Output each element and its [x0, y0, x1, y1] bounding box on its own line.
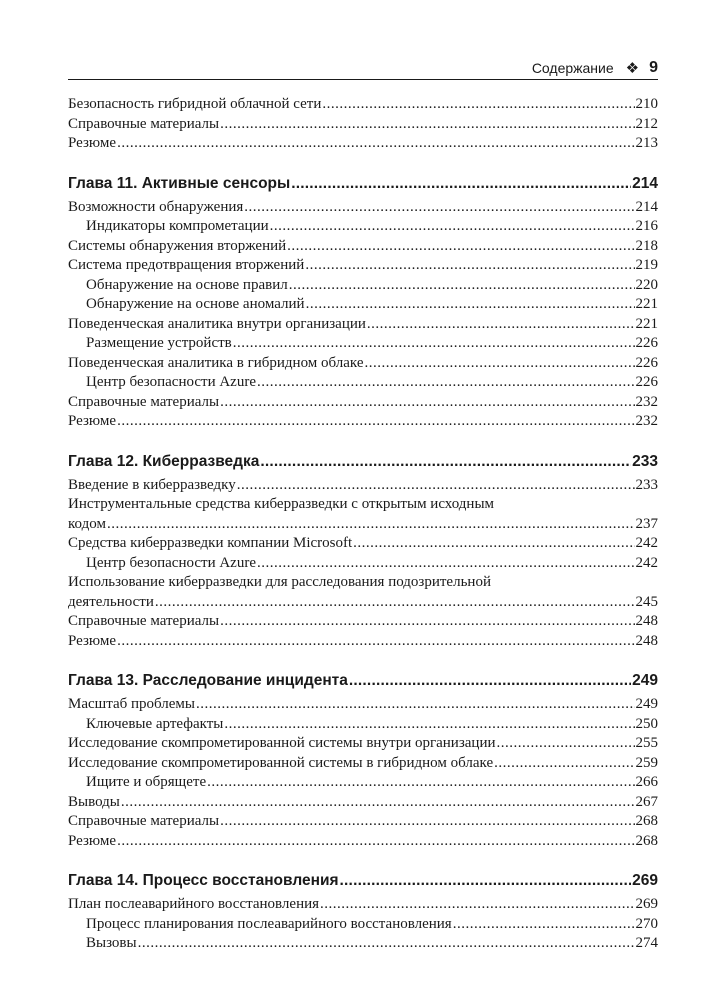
toc-page-number: 216	[635, 218, 658, 234]
toc-entry	[68, 573, 658, 612]
toc-leader	[117, 134, 634, 154]
page-number: 9	[649, 59, 658, 76]
toc-leader	[305, 256, 634, 276]
toc-page-number: 233	[632, 452, 658, 470]
toc-entry-title: Центр безопасности Azure	[86, 374, 256, 390]
toc-leader	[244, 198, 634, 218]
toc-entry-title: Справочные материалы	[68, 613, 220, 629]
toc-entry-title: Обнаружение на основе правил	[86, 276, 288, 293]
toc-entry	[68, 534, 658, 554]
toc-entry-title: Исследование скомпрометированной системы в гибридном облаке	[68, 754, 494, 771]
toc-entry-title: Обнаружение на основе аномалий	[86, 296, 305, 312]
toc-page-number: 242	[635, 535, 658, 551]
toc-page-number: 210	[635, 96, 658, 112]
toc-page-number: 270	[635, 915, 658, 932]
toc-page-number: 232	[635, 413, 658, 429]
toc-page-number: 218	[635, 237, 658, 254]
toc-entry-title: Введение в киберразведку	[68, 476, 236, 493]
toc-page-number: 213	[635, 135, 658, 151]
toc-entry-title: Справочные материалы	[68, 115, 220, 132]
toc-entry	[68, 632, 658, 652]
toc-entry	[68, 554, 658, 574]
toc-leader	[287, 237, 634, 257]
toc-entry	[68, 354, 658, 374]
toc-leader	[497, 734, 635, 754]
toc-page-number: 219	[635, 257, 658, 273]
toc-leader	[257, 554, 635, 574]
toc-entry	[68, 715, 658, 735]
toc-leader	[107, 515, 635, 535]
toc-leader	[260, 452, 631, 472]
toc-leader	[320, 895, 634, 915]
toc-entry-title: Вызовы	[86, 935, 137, 951]
toc-page-number: 220	[635, 276, 658, 293]
toc-leader	[233, 334, 635, 354]
toc-entry-title: Безопасность гибридной облачной сети	[68, 96, 322, 112]
toc-chapter-title: Глава 14. Процесс восстановления	[68, 872, 339, 889]
toc-entry	[68, 793, 658, 813]
toc-entry	[68, 476, 658, 496]
header-rule	[68, 79, 658, 80]
toc-chapter	[68, 671, 658, 691]
toc-entry-title: Индикаторы компрометации	[86, 218, 269, 234]
toc-entry	[68, 895, 658, 915]
toc-page-number: 245	[635, 593, 658, 610]
toc-page-number: 268	[635, 832, 658, 849]
toc-page-number: 226	[635, 335, 658, 351]
toc-chapter-title: Глава 11. Активные сенсоры	[68, 174, 291, 192]
toc-entry	[68, 198, 658, 218]
toc-page-number: 214	[635, 198, 658, 215]
toc-leader	[257, 373, 635, 393]
toc-page-number: 214	[632, 174, 658, 192]
toc-page-number: 242	[635, 554, 658, 571]
toc-leader	[322, 95, 634, 115]
toc-entry	[68, 734, 658, 754]
toc-entry-title: Справочные материалы	[68, 393, 220, 410]
toc-entry-title: Поведенческая аналитика внутри организации	[68, 315, 366, 332]
toc-leader	[117, 832, 634, 852]
toc-entry	[68, 217, 658, 237]
toc-chapter-title: Глава 12. Киберразведка	[68, 452, 260, 470]
toc-leader	[196, 695, 635, 715]
toc-entry-title: Поведенческая аналитика в гибридном облаке	[68, 354, 364, 371]
toc-leader	[224, 715, 634, 735]
toc-leader	[291, 174, 631, 194]
toc-entry-title: Возможности обнаружения	[68, 198, 244, 215]
toc-leader	[207, 773, 634, 793]
toc-page-number: 250	[635, 715, 658, 732]
toc-entry	[68, 134, 658, 154]
toc-leader	[117, 632, 634, 652]
toc-entry	[68, 393, 658, 413]
toc-entry-title: Размещение устройств	[86, 335, 232, 351]
toc-page-number: 269	[635, 896, 658, 912]
toc-entry	[68, 115, 658, 135]
toc-page-number: 232	[635, 393, 658, 410]
toc-leader	[117, 412, 634, 432]
toc-entry	[68, 315, 658, 335]
ornament-icon: ❖	[625, 60, 640, 77]
toc-entry	[68, 412, 658, 432]
toc-chapter	[68, 871, 658, 891]
toc-entry	[68, 695, 658, 715]
toc-page-number: 248	[635, 613, 658, 629]
toc-chapter	[68, 174, 658, 194]
toc-entry	[68, 612, 658, 632]
toc-entry-title: Выводы	[68, 793, 120, 810]
toc-page-number: 266	[635, 774, 658, 790]
toc-page-number: 221	[635, 296, 658, 312]
toc-page-number: 226	[635, 374, 658, 390]
toc-leader	[340, 871, 632, 891]
toc-page-number: 226	[635, 354, 658, 371]
toc-entry	[68, 373, 658, 393]
toc-entry-title: Инструментальные средства киберразведки с открытым исходным	[68, 496, 495, 512]
toc-entry-title: Исследование скомпрометированной системы внутри организации	[68, 735, 496, 751]
toc-entry-title: Резюме	[68, 832, 117, 849]
toc-page-number: 259	[635, 754, 658, 771]
toc-leader	[306, 295, 635, 315]
toc-leader	[453, 915, 635, 935]
toc-page-number: 237	[635, 515, 658, 532]
toc-leader	[237, 476, 635, 496]
toc-page-number: 212	[635, 115, 658, 132]
toc-entry	[68, 773, 658, 793]
toc-entry-title: Системы обнаружения вторжений	[68, 237, 287, 254]
toc-page-number: 249	[635, 696, 658, 712]
toc-chapter	[68, 452, 658, 472]
toc-entry-title: Ключевые артефакты	[86, 715, 224, 732]
toc-leader	[220, 393, 634, 413]
toc-page-number: 255	[635, 735, 658, 751]
toc-chapter-title: Глава 13. Расследование инцидента	[68, 672, 348, 689]
toc-leader	[138, 934, 635, 954]
toc-page-number: 233	[635, 476, 658, 493]
toc-entry-title: Центр безопасности Azure	[86, 554, 256, 571]
toc-leader	[289, 276, 635, 296]
toc-entry	[68, 495, 658, 534]
toc-leader	[155, 593, 635, 613]
toc-entry	[68, 934, 658, 954]
toc-entry	[68, 832, 658, 852]
toc-leader	[121, 793, 635, 813]
toc-page-number: 267	[635, 793, 658, 810]
toc-page-number: 274	[635, 935, 658, 951]
toc-entry-title: Резюме	[68, 413, 117, 429]
toc-leader	[349, 671, 631, 691]
running-header	[68, 57, 658, 79]
toc-entry	[68, 915, 658, 935]
toc-leader	[494, 754, 634, 774]
table-of-contents	[68, 95, 658, 954]
toc-page-number: 249	[632, 672, 658, 689]
toc-page-number: 269	[632, 872, 658, 889]
toc-page-number: 221	[635, 315, 658, 332]
toc-entry-title-cont: деятельности	[68, 593, 154, 610]
toc-entry-title: Резюме	[68, 632, 117, 649]
toc-entry-title: Использование киберразведки для расследования подозрительной	[68, 574, 491, 590]
toc-entry	[68, 256, 658, 276]
toc-entry-title: Система предотвращения вторжений	[68, 257, 305, 273]
toc-leader	[367, 315, 635, 335]
toc-leader	[365, 354, 635, 374]
toc-entry	[68, 754, 658, 774]
toc-entry-title: Резюме	[68, 135, 117, 151]
toc-entry-title: Масштаб проблемы	[68, 696, 195, 712]
toc-entry	[68, 812, 658, 832]
toc-page-number: 248	[635, 632, 658, 649]
toc-page-number: 268	[635, 813, 658, 829]
toc-leader	[220, 115, 634, 135]
toc-entry-title: Средства киберразведки компании Microsoft	[68, 535, 353, 551]
toc-entry	[68, 95, 658, 115]
toc-leader	[220, 612, 634, 632]
toc-leader	[270, 217, 635, 237]
toc-entry	[68, 334, 658, 354]
toc-entry-title: Ищите и обрящете	[86, 774, 207, 790]
toc-entry-title-cont: кодом	[68, 515, 106, 532]
toc-leader	[220, 812, 634, 832]
toc-entry-title: План послеаварийного восстановления	[68, 896, 320, 912]
toc-entry	[68, 276, 658, 296]
running-title: Содержание	[531, 60, 614, 76]
toc-entry	[68, 295, 658, 315]
toc-entry-title: Процесс планирования послеаварийного восстановления	[86, 915, 452, 932]
toc-leader	[353, 534, 634, 554]
toc-entry-title: Справочные материалы	[68, 813, 220, 829]
toc-entry	[68, 237, 658, 257]
